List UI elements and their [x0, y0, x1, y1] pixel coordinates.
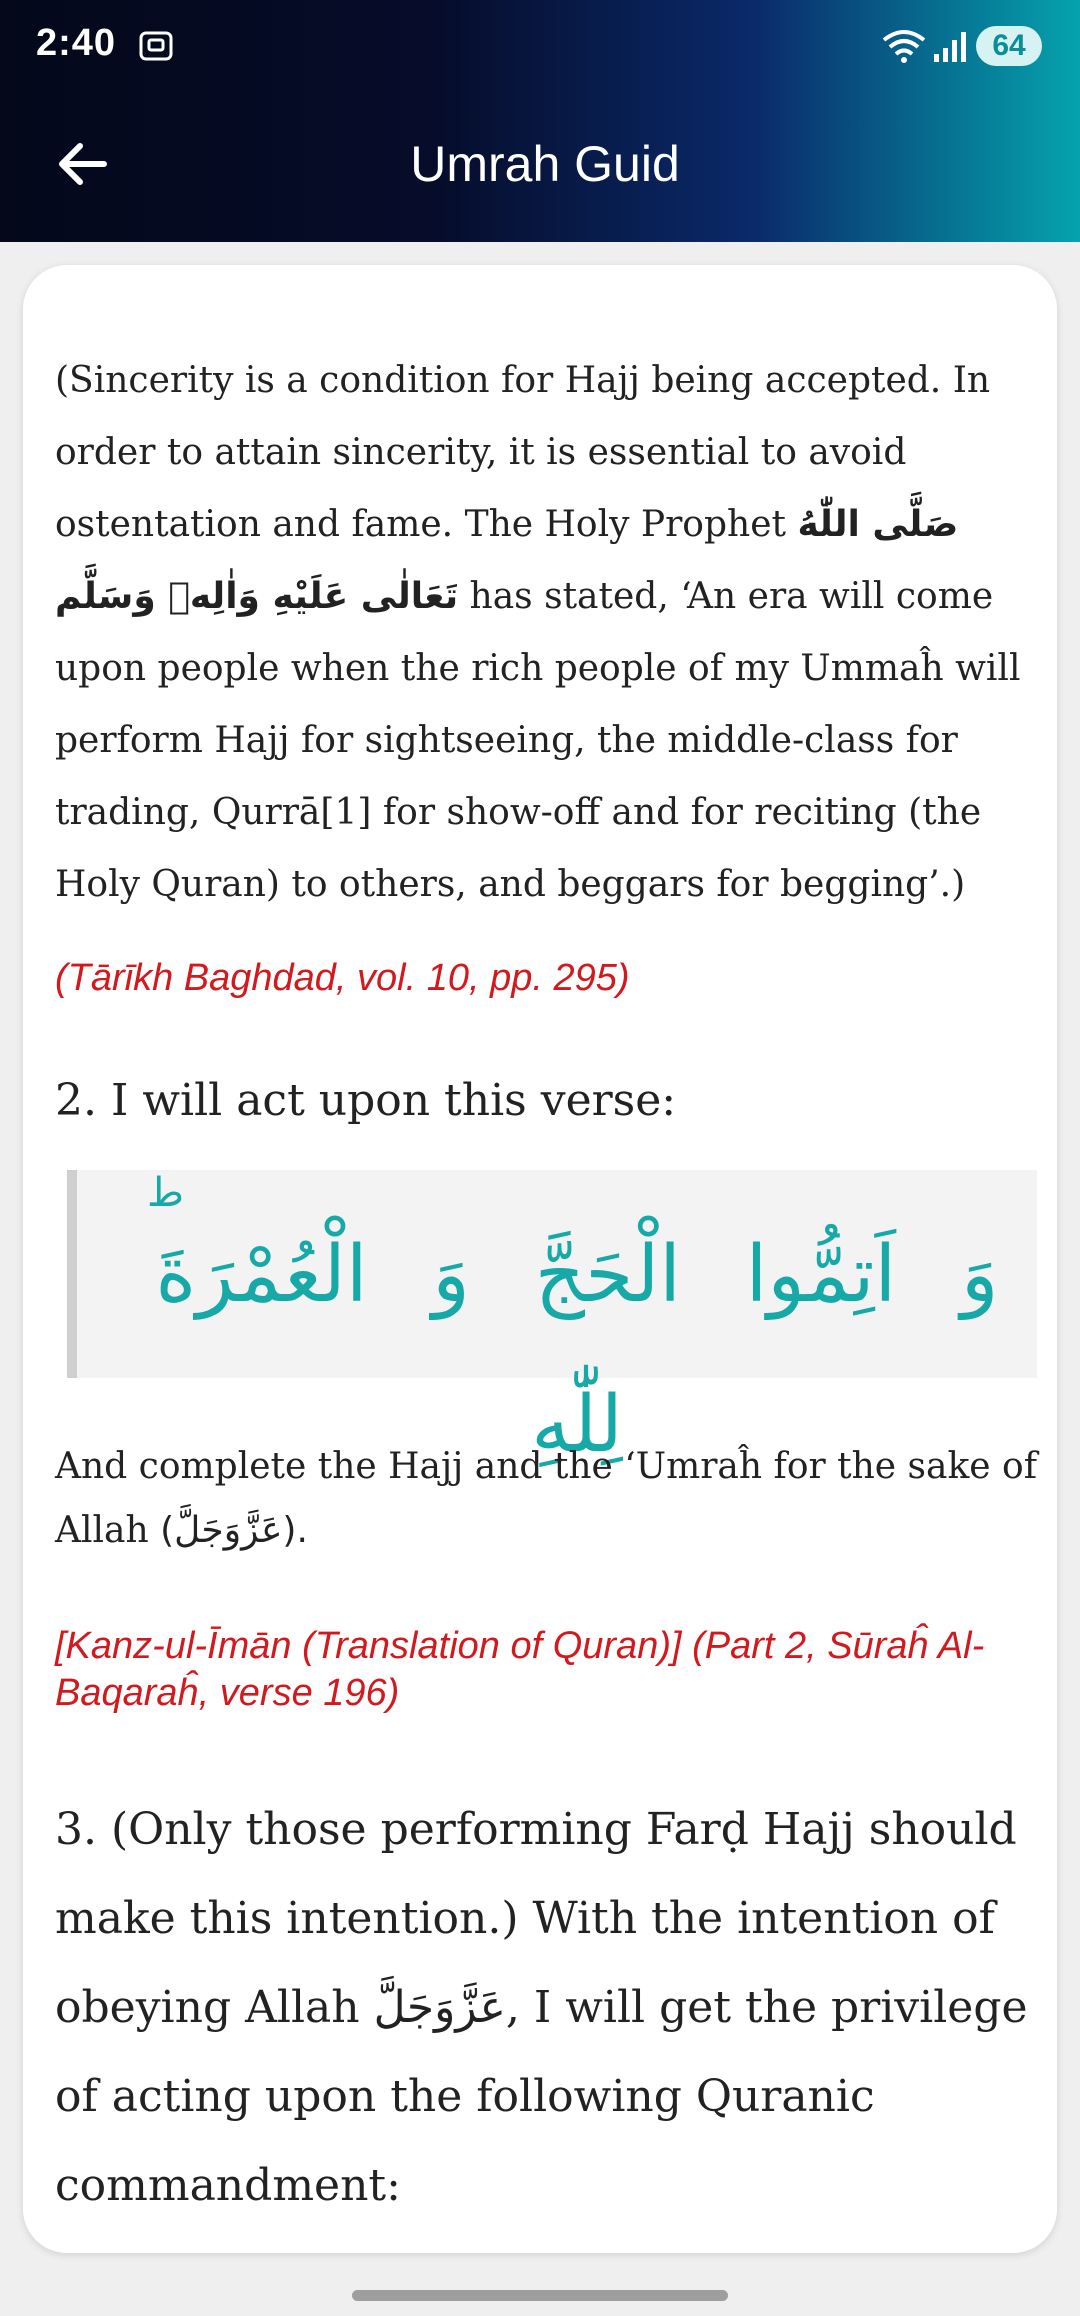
azzawajal-arabic-2: عَزَّوَجَلَّ — [373, 1982, 506, 2033]
intention-3-text-before: 3. (Only those performing Farḍ Hajj should make this intention.) With the intention of obeying Allah — [55, 1804, 1017, 2033]
reference-tarikh-baghdad: (Tārīkh Baghdad, vol. 10, pp. 295) — [55, 957, 630, 999]
quran-verse-arabic: وَ اَتِمُّوا الْحَجَّ وَ الْعُمْرَةَ لِلّٰهِ — [155, 1230, 999, 1470]
sincerity-text-after: has stated, ‘An era will come upon people when the rich people of my Ummaĥ will perform Hajj for sightseeing, the middle-class for trading, Qurrā[1] for show-off and for reciting (the Holy Quran) to others, and beggars for begging’.) — [55, 576, 1021, 905]
intention-heading-2: 2. I will act upon this verse: — [55, 1075, 677, 1126]
app-header-background — [0, 0, 1080, 242]
verse-stop-mark: ط — [147, 1170, 184, 1216]
status-bar — [0, 0, 1080, 96]
salawat-arabic: صَلَّى اللّٰهُ تَعَالٰى عَلَيْهِ وَاٰلِهٖ وَسَلَّم — [55, 504, 959, 617]
intention-3-text-after: , I will get the privilege of acting upon the following Quranic commandment: — [55, 1982, 1028, 2211]
home-indicator[interactable] — [352, 2290, 728, 2301]
quran-verse-box — [67, 1170, 1037, 1470]
battery-icon: 64 — [976, 26, 1042, 66]
signal-icon — [932, 28, 968, 64]
verse-translation-text: And complete the Hajj and the ‘Umraĥ for the sake of Allah — [55, 1446, 1038, 1551]
azzawajal-arabic: (عَزَّوَجَلَّ). — [160, 1510, 308, 1551]
content-card — [23, 265, 1057, 2253]
status-time: 2:40 — [36, 22, 117, 64]
screenshot-icon — [138, 28, 174, 64]
page-title: Umrah Guid — [410, 136, 680, 192]
sincerity-paragraph — [55, 345, 1040, 921]
intention-paragraph-3 — [55, 1785, 1040, 2230]
reference-kanz-ul-iman: [Kanz-ul-Īmān (Translation of Quran)] (Part 2, Sūraĥ Al-Baqaraĥ, verse 196) — [55, 1625, 985, 1714]
wifi-icon — [880, 26, 928, 66]
verse-translation — [55, 1435, 1045, 1563]
sincerity-text-before: (Sincerity is a condition for Hajj being accepted. In order to attain sincerity, it is essential to avoid ostentation and fame. The Holy Prophet — [55, 360, 991, 545]
